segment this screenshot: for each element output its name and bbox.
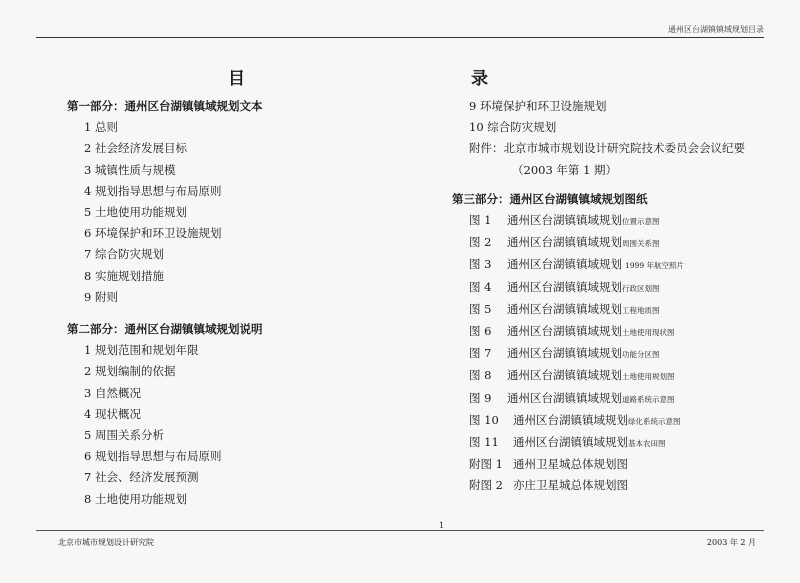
toc-item[interactable]: 8 土地使用功能规划 xyxy=(84,491,187,506)
figure-title: 通州区台湖镇镇域规划 xyxy=(507,301,622,316)
figure-subtitle: 土地使用规划图 xyxy=(622,372,675,382)
footer-institute: 北京市城市规划设计研究院 xyxy=(58,538,154,547)
figure-subtitle: 行政区划图 xyxy=(622,283,660,293)
figure-subtitle: 道路系统示意图 xyxy=(622,394,675,404)
figure-entry[interactable] xyxy=(452,254,772,276)
figure-label: 图 5 xyxy=(469,301,492,316)
toc-right-column xyxy=(452,96,772,497)
header-rule xyxy=(36,37,764,38)
figure-subtitle: 工程地质图 xyxy=(622,305,660,315)
figure-title: 通州区台湖镇镇域规划 xyxy=(513,412,628,427)
figure-label: 图 1 xyxy=(469,213,492,228)
toc-item[interactable]: 5 土地使用功能规划 xyxy=(84,205,187,220)
toc-item[interactable]: 9 环境保护和环卫设施规划 xyxy=(469,99,607,113)
figure-subtitle: 1999 年航空照片 xyxy=(625,261,684,271)
figure-entry[interactable] xyxy=(452,299,772,321)
page-number: 1 xyxy=(439,521,445,530)
figure-subtitle: 周围关系图 xyxy=(622,239,660,249)
toc-item[interactable]: 4 现状概况 xyxy=(84,406,141,421)
figure-title: 通州区台湖镇镇域规划 xyxy=(507,257,622,272)
attachment-entry[interactable]: 附件：北京市城市规划设计研究院技术委员会会议纪要 xyxy=(469,141,745,156)
toc-item[interactable]: 9 附则 xyxy=(84,289,118,304)
figure-title: 通州区台湖镇镇域规划 xyxy=(507,324,622,339)
toc-item[interactable]: 4 规划指导思想与布局原则 xyxy=(84,183,222,198)
toc-item[interactable]: 6 环境保护和环卫设施规划 xyxy=(84,226,222,241)
section-gap xyxy=(67,308,407,319)
toc-item[interactable]: 3 城镇性质与规模 xyxy=(84,162,176,177)
figure-title: 通州卫星城总体规划图 xyxy=(513,457,628,472)
figure-entry[interactable] xyxy=(452,454,772,475)
figure-title: 通州区台湖镇镇域规划 xyxy=(507,368,622,383)
attachment-year: （2003 年第 1 期） xyxy=(512,162,618,177)
figure-label: 图 3 xyxy=(469,257,492,272)
toc-item[interactable]: 1 规划范围和规划年限 xyxy=(84,343,199,358)
figure-title: 通州区台湖镇镇域规划 xyxy=(507,390,622,405)
figure-entry[interactable] xyxy=(452,388,772,410)
toc-title-right: 录 xyxy=(471,69,490,89)
figure-subtitle: 功能分区图 xyxy=(622,350,660,360)
part-heading[interactable]: 第一部分：通州区台湖镇镇域规划文本 xyxy=(67,99,263,113)
toc-item[interactable]: 1 总则 xyxy=(84,120,118,135)
figure-label: 图 7 xyxy=(469,346,492,361)
figure-entry[interactable] xyxy=(452,277,772,299)
header-title: 通州区台湖镇镇域规划目录 xyxy=(668,25,764,34)
toc-item[interactable]: 6 规划指导思想与布局原则 xyxy=(84,449,222,464)
figure-entry[interactable] xyxy=(452,232,772,254)
figure-label: 图 6 xyxy=(469,324,492,339)
figure-subtitle: 基本农田图 xyxy=(628,439,666,449)
toc-item[interactable]: 7 社会、经济发展预测 xyxy=(84,470,199,485)
part-heading[interactable]: 第二部分：通州区台湖镇镇域规划说明 xyxy=(67,322,263,337)
footer-rule xyxy=(36,530,764,531)
figure-entry[interactable] xyxy=(452,432,772,454)
figure-label: 附图 1 xyxy=(469,457,503,472)
toc-left-column xyxy=(67,96,407,510)
footer-date: 2003 年 2 月 xyxy=(706,538,756,547)
figure-label: 附图 2 xyxy=(469,478,503,493)
figure-label: 图 4 xyxy=(469,279,492,294)
figure-subtitle: 位置示意图 xyxy=(622,217,660,227)
figure-label: 图 2 xyxy=(469,235,492,250)
toc-item[interactable]: 3 自然概况 xyxy=(84,385,141,400)
figure-entry[interactable] xyxy=(452,210,772,232)
figure-entry[interactable] xyxy=(452,343,772,365)
figure-subtitle: 土地使用现状图 xyxy=(622,328,675,338)
figure-title: 亦庄卫星城总体规划图 xyxy=(513,478,628,493)
figure-label: 图 11 xyxy=(469,435,499,450)
figure-title: 通州区台湖镇镇域规划 xyxy=(507,346,622,361)
figure-entry[interactable] xyxy=(452,321,772,343)
figure-entry[interactable] xyxy=(452,410,772,432)
figure-subtitle: 绿化系统示意图 xyxy=(628,416,681,426)
toc-item[interactable]: 8 实施规划措施 xyxy=(84,268,164,283)
toc-item[interactable]: 7 综合防灾规划 xyxy=(84,247,164,262)
figure-title: 通州区台湖镇镇域规划 xyxy=(507,279,622,294)
toc-item[interactable]: 5 周围关系分析 xyxy=(84,428,164,443)
toc-item[interactable]: 2 社会经济发展目标 xyxy=(84,141,187,156)
figure-title: 通州区台湖镇镇域规划 xyxy=(513,435,628,450)
figure-entry[interactable] xyxy=(452,475,772,496)
toc-item[interactable]: 10 综合防灾规划 xyxy=(469,120,557,135)
figure-title: 通州区台湖镇镇域规划 xyxy=(507,235,622,250)
figure-title: 通州区台湖镇镇域规划 xyxy=(507,213,622,228)
toc-item[interactable]: 2 规划编制的依据 xyxy=(84,364,176,379)
toc-title-left: 目 xyxy=(228,69,247,89)
section-gap xyxy=(452,181,772,189)
figure-label: 图 8 xyxy=(469,368,492,383)
figure-label: 图 9 xyxy=(469,390,492,405)
figure-label: 图 10 xyxy=(469,412,499,427)
part-heading[interactable]: 第三部分：通州区台湖镇镇域规划图纸 xyxy=(452,191,648,206)
figure-entry[interactable] xyxy=(452,365,772,387)
